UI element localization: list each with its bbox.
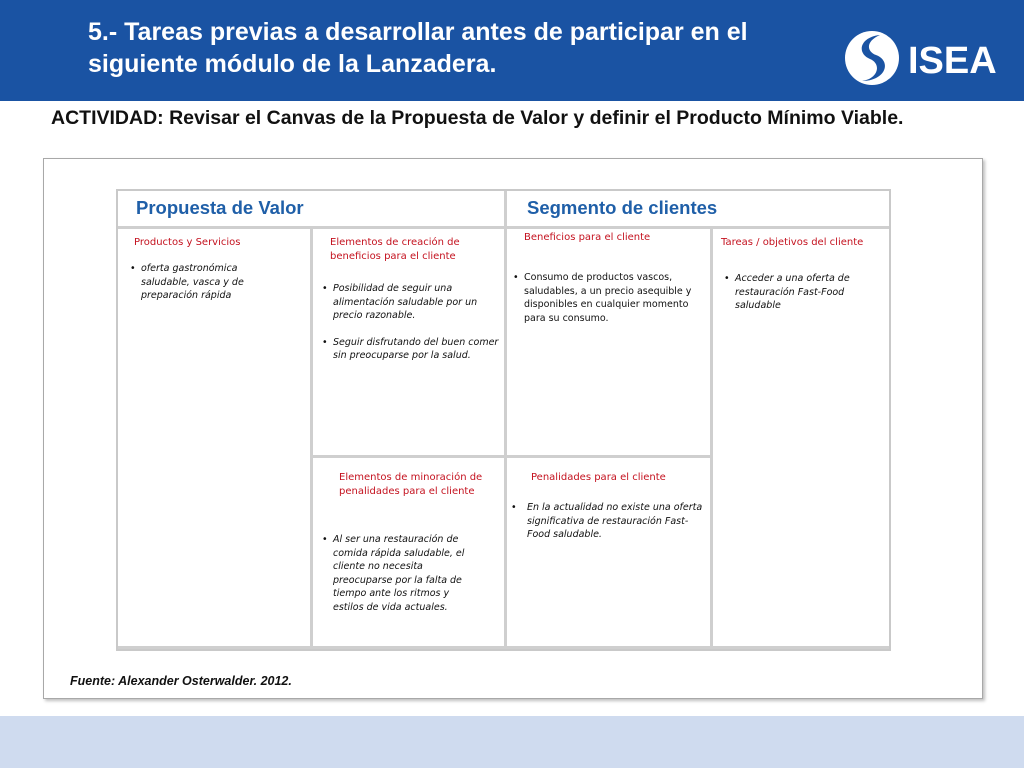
value-proposition-title: Propuesta de Valor — [136, 197, 304, 218]
isea-logo-mark — [842, 27, 1002, 89]
products-list — [130, 262, 260, 316]
value-proposition-canvas — [116, 189, 891, 651]
jobs-list — [724, 272, 864, 326]
header-bar — [0, 0, 1024, 101]
pains-title: Penalidades para el cliente — [531, 472, 666, 483]
value-proposition-header — [118, 191, 507, 229]
activity-text: ACTIVIDAD: Revisar el Canvas de la Propuesta de Valor y definir el Producto Mínimo Viable. — [51, 107, 904, 129]
list-item: • En la actualidad no existe una oferta significativa de restauración Fast-Food saludable. — [511, 501, 711, 542]
gain-creators-list — [322, 282, 502, 376]
isea-logo — [842, 27, 1002, 89]
pain-relievers-title: Elementos de minoración de penalidades para el cliente — [339, 472, 483, 497]
jobs-title: Tareas / objetivos del cliente — [721, 237, 864, 248]
list-item: • Al ser una restauración de comida rápida saludable, el cliente no necesita preocuparse por la falta de tiempo ante los ritmos y estilos de vida actuales. — [322, 533, 472, 614]
jobs-cell — [713, 229, 889, 649]
pain-relievers-list — [322, 533, 472, 627]
gains-list — [513, 271, 698, 338]
list-item: • Posibilidad de seguir una alimentación saludable por un precio razonable. — [322, 282, 502, 323]
footer-band — [0, 716, 1024, 768]
gain-creators-title: Elementos de creación de beneficios para el cliente — [330, 237, 460, 262]
gain-creators-cell — [313, 229, 507, 458]
customer-segment-header — [507, 191, 889, 229]
customer-segment-title: Segmento de clientes — [527, 197, 718, 218]
source-citation: Fuente: Alexander Osterwalder. 2012. — [70, 674, 292, 688]
list-item: • Acceder a una oferta de restauración Fast-Food saludable — [724, 272, 864, 313]
list-item: • oferta gastronómica saludable, vasca y de preparación rápida — [130, 262, 260, 303]
page-title: 5.- Tareas previas a desarrollar antes de participar en el siguiente módulo de la Lanzadera. — [88, 18, 748, 78]
list-item: • Consumo de productos vascos, saludables, a un precio asequible y disponibles en cualquier momento para su consumo. — [513, 271, 698, 325]
products-cell — [118, 229, 313, 649]
gains-title: Beneficios para el cliente — [524, 232, 651, 243]
gains-cell — [507, 229, 713, 458]
list-item: • Seguir disfrutando del buen comer sin preocuparse por la salud. — [322, 336, 502, 363]
pain-relievers-cell — [313, 458, 507, 649]
products-title: Productos y Servicios — [134, 237, 241, 248]
logo-text: ISEA — [908, 40, 997, 82]
pains-cell — [507, 458, 713, 649]
pains-list — [511, 501, 711, 555]
